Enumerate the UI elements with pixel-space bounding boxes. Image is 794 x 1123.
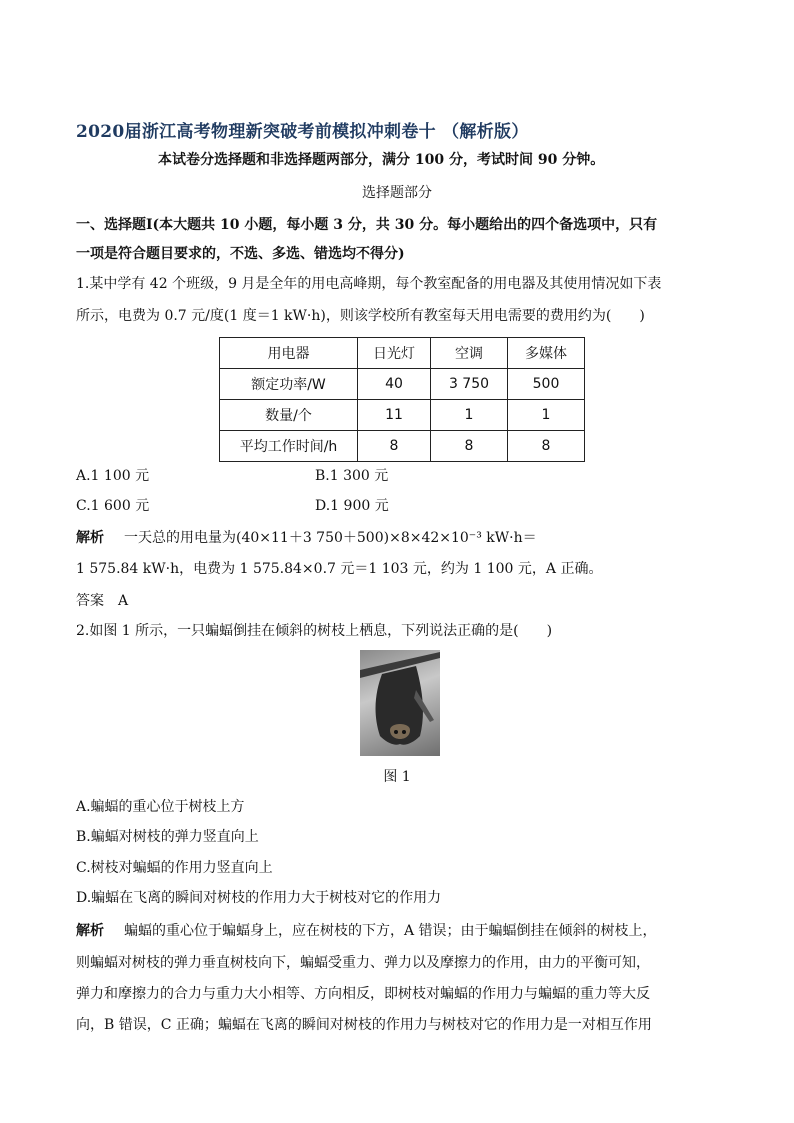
q2-analysis-line: 则蝙蝠对树枝的弹力垂直树枝向下，蝙蝠受重力、弹力以及摩擦力的作用，由力的平衡可知， (76, 955, 650, 971)
q1-analysis-label: 解析 (76, 530, 104, 546)
table-cell: 3 750 (431, 369, 508, 400)
part1-instruction-line1: 一、选择题Ⅰ(本大题共 10 小题，每小题 3 分，共 30 分。每小题给出的四个备选项中，只有 (76, 217, 658, 233)
table-header-cell: 多媒体 (508, 338, 585, 369)
table-header-cell: 空调 (431, 338, 508, 369)
table-header-row (220, 338, 585, 369)
table-header-cell: 日光灯 (358, 338, 431, 369)
q1-option-a: A.1 100 元 (76, 468, 150, 484)
q2-analysis-line: 向，B 错误，C 正确；蝙蝠在飞离的瞬间对树枝的作用力与树枝对它的作用力是一对相互作用 (76, 1017, 652, 1033)
q1-stem-line2: 所示，电费为 0.7 元/度(1 度＝1 kW·h)，则该学校所有教室每天用电需要的费用约为( ) (76, 308, 645, 324)
q1-option-c: C.1 600 元 (76, 498, 150, 514)
q1-option-b: B.1 300 元 (315, 468, 389, 484)
q1-stem-line1: 1.某中学有 42 个班级，9 月是全年的用电高峰期，每个教室配备的用电器及其使用情况如下表 (76, 276, 662, 292)
q1-analysis-line1: 一天总的用电量为(40×11＋3 750＋500)×8×42×10⁻³ kW·h＝ (124, 530, 537, 546)
part1-instruction-line2: 一项是符合题目要求的，不选、多选、错选均不得分) (76, 246, 405, 262)
q2-analysis-line: 蝙蝠的重心位于蝙蝠身上，应在树枝的下方，A 错误；由于蝙蝠倒挂在倾斜的树枝上， (124, 923, 657, 939)
table-cell: 8 (508, 431, 585, 462)
page-title: 2020届浙江高考物理新突破考前模拟冲刺卷十 （解析版） (76, 122, 529, 142)
table-cell: 40 (358, 369, 431, 400)
table-row (220, 431, 585, 462)
section-heading: 选择题部分 (362, 185, 432, 201)
q2-analysis-line: 弹力和摩擦力的合力与重力大小相等、方向相反，即树枝对蝙蝠的作用力与蝙蝠的重力等大反 (76, 986, 650, 1002)
q2-option-c: C.树枝对蝙蝠的作用力竖直向上 (76, 860, 273, 876)
bat-figure-image (360, 650, 440, 756)
q2-option-d: D.蝙蝠在飞离的瞬间对树枝的作用力大于树枝对它的作用力 (76, 890, 442, 906)
table-cell: 11 (358, 400, 431, 431)
table-header-cell: 用电器 (220, 338, 358, 369)
table-row (220, 400, 585, 431)
table-cell: 1 (431, 400, 508, 431)
q1-option-d: D.1 900 元 (315, 498, 389, 514)
appliance-table (219, 337, 585, 462)
q2-option-a: A.蝙蝠的重心位于树枝上方 (76, 799, 245, 815)
table-cell: 500 (508, 369, 585, 400)
table-cell: 平均工作时间/h (220, 431, 358, 462)
q2-stem: 2.如图 1 所示，一只蝙蝠倒挂在倾斜的树枝上栖息，下列说法正确的是( ) (76, 623, 553, 639)
q1-analysis-line2: 1 575.84 kW·h，电费为 1 575.84×0.7 元＝1 103 元，约为 1 100 元，A 正确。 (76, 561, 603, 577)
table-cell: 1 (508, 400, 585, 431)
q2-option-b: B.蝙蝠对树枝的弹力竖直向上 (76, 829, 259, 845)
table-cell: 8 (358, 431, 431, 462)
table-cell: 额定功率/W (220, 369, 358, 400)
table-row (220, 369, 585, 400)
figure-caption: 图 1 (383, 769, 411, 785)
exam-intro: 本试卷分选择题和非选择题两部分，满分 100 分，考试时间 90 分钟。 (158, 152, 605, 168)
q2-analysis-label: 解析 (76, 923, 104, 939)
table-cell: 数量/个 (220, 400, 358, 431)
table-cell: 8 (431, 431, 508, 462)
q1-answer: 答案 A (76, 593, 129, 609)
